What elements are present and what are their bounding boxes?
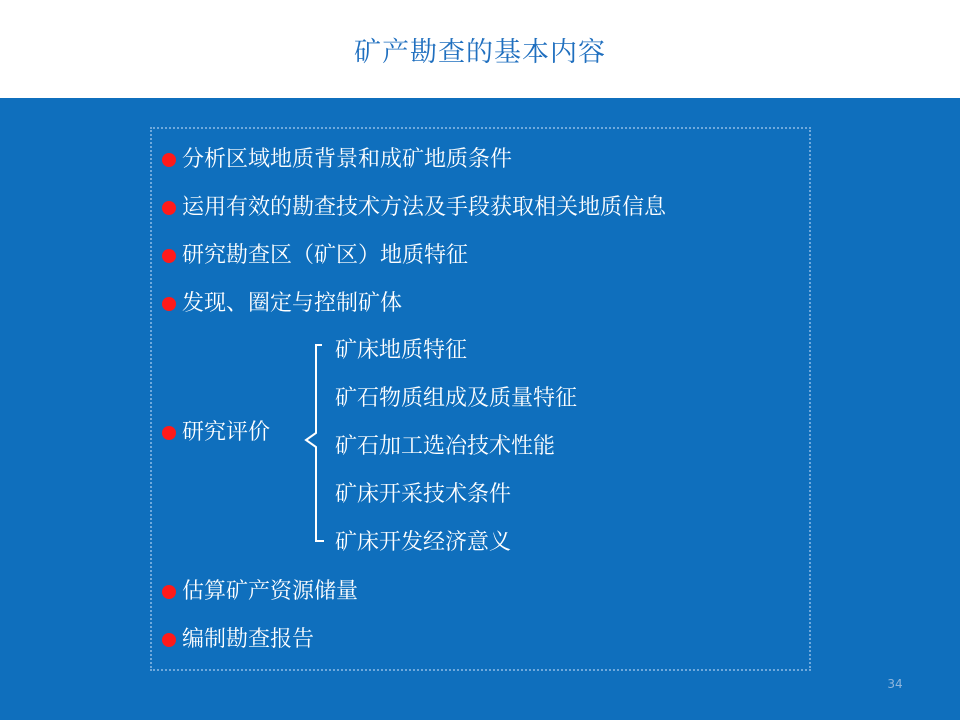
bullet-item <box>162 625 314 655</box>
bullet-dot-icon <box>162 633 176 647</box>
evaluation-item: 矿床开采技术条件 <box>335 482 512 507</box>
evaluation-item: 矿床地质特征 <box>335 338 468 363</box>
evaluation-item: 矿石加工选冶技术性能 <box>335 434 556 459</box>
bullet-item <box>162 418 270 448</box>
bullet-item <box>162 145 512 175</box>
bullet-text: 研究评价 <box>182 420 271 445</box>
bullet-dot-icon <box>162 585 176 599</box>
slide-header <box>0 0 960 98</box>
bullet-item <box>162 289 402 319</box>
bullet-item <box>162 577 358 607</box>
bullet-dot-icon <box>162 153 176 167</box>
bullet-dot-icon <box>162 249 176 263</box>
bullet-dot-icon <box>162 297 176 311</box>
bullet-dot-icon <box>162 201 176 215</box>
bullet-item <box>162 193 666 223</box>
bullet-text: 估算矿产资源储量 <box>182 579 359 604</box>
bullet-item <box>162 241 468 271</box>
page-number: 34 <box>887 677 903 691</box>
evaluation-item: 矿床开发经济意义 <box>335 530 512 555</box>
bullet-text: 研究勘查区（矿区）地质特征 <box>182 243 469 268</box>
evaluation-item: 矿石物质组成及质量特征 <box>335 386 578 411</box>
bullet-text: 编制勘查报告 <box>182 627 315 652</box>
slide-title: 矿产勘查的基本内容 <box>354 37 606 68</box>
brace-icon <box>298 340 328 550</box>
bullet-text: 分析区域地质背景和成矿地质条件 <box>182 147 513 172</box>
bullet-text: 发现、圈定与控制矿体 <box>182 291 403 316</box>
bullet-text: 运用有效的勘查技术方法及手段获取相关地质信息 <box>182 195 667 220</box>
bullet-dot-icon <box>162 426 176 440</box>
